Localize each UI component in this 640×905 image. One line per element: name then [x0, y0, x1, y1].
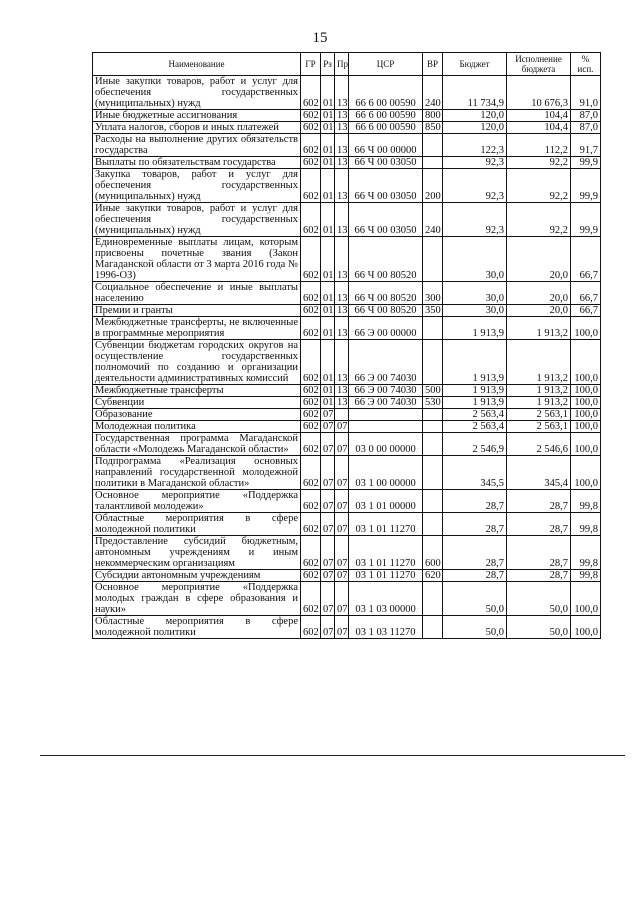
row-budget: 30,0 [443, 237, 507, 282]
row-percent: 87,0 [571, 110, 601, 122]
row-vr [423, 157, 443, 169]
row-gr: 602 [301, 305, 321, 317]
row-name: Социальное обеспечение и иные выплаты населению [93, 282, 301, 305]
row-execution: 2 546,6 [507, 433, 571, 456]
row-budget: 345,5 [443, 456, 507, 490]
row-percent: 100,0 [571, 409, 601, 421]
row-vr [423, 513, 443, 536]
table-row [93, 237, 601, 282]
row-pr [335, 409, 349, 421]
row-vr [423, 237, 443, 282]
table-row [93, 282, 601, 305]
row-percent: 91,7 [571, 134, 601, 157]
row-gr: 602 [301, 409, 321, 421]
row-rz: 01 [321, 76, 335, 110]
row-rz: 07 [321, 513, 335, 536]
row-percent: 91,0 [571, 76, 601, 110]
row-csr: 66 Ч 00 03050 [349, 157, 423, 169]
row-execution: 20,0 [507, 237, 571, 282]
row-rz: 07 [321, 433, 335, 456]
row-gr: 602 [301, 76, 321, 110]
row-pr: 07 [335, 582, 349, 616]
row-pr: 13 [335, 340, 349, 385]
footer-divider [40, 755, 625, 756]
row-gr: 602 [301, 134, 321, 157]
row-execution: 104,4 [507, 122, 571, 134]
table-row [93, 122, 601, 134]
row-csr [349, 421, 423, 433]
row-vr: 350 [423, 305, 443, 317]
row-percent: 100,0 [571, 340, 601, 385]
row-pr: 13 [335, 385, 349, 397]
row-percent: 99,8 [571, 570, 601, 582]
row-csr: 66 Э 00 74030 [349, 397, 423, 409]
row-gr: 602 [301, 456, 321, 490]
row-vr [423, 582, 443, 616]
row-vr: 300 [423, 282, 443, 305]
row-csr: 66 6 00 00590 [349, 122, 423, 134]
row-name: Расходы на выполнение других обязательств государства [93, 134, 301, 157]
budget-table [92, 52, 601, 639]
row-budget: 92,3 [443, 169, 507, 203]
row-gr: 602 [301, 513, 321, 536]
row-vr: 530 [423, 397, 443, 409]
row-execution: 20,0 [507, 282, 571, 305]
row-rz: 07 [321, 570, 335, 582]
row-vr: 240 [423, 203, 443, 237]
row-execution: 2 563,1 [507, 421, 571, 433]
row-execution: 28,7 [507, 570, 571, 582]
row-vr [423, 134, 443, 157]
table-row [93, 616, 601, 639]
row-csr: 66 Ч 00 80520 [349, 282, 423, 305]
row-budget: 30,0 [443, 305, 507, 317]
row-execution: 104,4 [507, 110, 571, 122]
row-name: Основное мероприятие «Поддержка молодых граждан в сфере образования и науки» [93, 582, 301, 616]
row-name: Иные закупки товаров, работ и услуг для обеспечения государственных (муниципальных) нужд [93, 203, 301, 237]
row-vr: 850 [423, 122, 443, 134]
row-name: Образование [93, 409, 301, 421]
row-gr: 602 [301, 317, 321, 340]
table-row [93, 421, 601, 433]
row-rz: 07 [321, 582, 335, 616]
table-row [93, 110, 601, 122]
row-percent: 99,8 [571, 490, 601, 513]
table-row [93, 157, 601, 169]
row-gr: 602 [301, 490, 321, 513]
header-percent: % исп. [571, 53, 601, 76]
row-budget: 28,7 [443, 536, 507, 570]
row-budget: 1 913,9 [443, 385, 507, 397]
row-execution: 10 676,3 [507, 76, 571, 110]
row-vr: 200 [423, 169, 443, 203]
row-gr: 602 [301, 340, 321, 385]
row-budget: 50,0 [443, 582, 507, 616]
header-pr: Пр [335, 53, 349, 76]
row-pr: 13 [335, 134, 349, 157]
row-percent: 100,0 [571, 433, 601, 456]
header-execution: Исполнение бюджета [507, 53, 571, 76]
row-csr: 66 Э 00 00000 [349, 317, 423, 340]
row-budget: 92,3 [443, 157, 507, 169]
row-csr: 66 Ч 00 80520 [349, 237, 423, 282]
row-gr: 602 [301, 397, 321, 409]
row-execution: 1 913,2 [507, 385, 571, 397]
row-vr [423, 433, 443, 456]
row-csr: 66 Ч 00 03050 [349, 169, 423, 203]
row-percent: 100,0 [571, 317, 601, 340]
table-row [93, 570, 601, 582]
row-name: Субвенции бюджетам городских округов на осуществление государственных полномочий по созданию и организации деятельности административных комиссий [93, 340, 301, 385]
row-percent: 100,0 [571, 582, 601, 616]
row-execution: 112,2 [507, 134, 571, 157]
table-row [93, 169, 601, 203]
row-name: Субсидии автономным учреждениям [93, 570, 301, 582]
row-budget: 120,0 [443, 122, 507, 134]
row-rz: 01 [321, 157, 335, 169]
row-pr: 13 [335, 169, 349, 203]
row-name: Единовременные выплаты лицам, которым присвоены почетные звания (Закон Магаданской области от 3 марта 2016 года № 1996-ОЗ) [93, 237, 301, 282]
row-name: Областные мероприятия в сфере молодежной политики [93, 513, 301, 536]
row-pr: 13 [335, 282, 349, 305]
row-name: Премии и гранты [93, 305, 301, 317]
table-row [93, 536, 601, 570]
row-vr: 620 [423, 570, 443, 582]
row-percent: 99,9 [571, 157, 601, 169]
row-percent: 100,0 [571, 421, 601, 433]
row-vr [423, 490, 443, 513]
row-name: Предоставление субсидий бюджетным, автономным учреждениям и иным некоммерческим организациям [93, 536, 301, 570]
row-vr [423, 616, 443, 639]
row-gr: 602 [301, 433, 321, 456]
row-csr: 66 Э 00 74030 [349, 340, 423, 385]
row-vr: 800 [423, 110, 443, 122]
row-gr: 602 [301, 203, 321, 237]
row-percent: 99,9 [571, 169, 601, 203]
row-vr [423, 456, 443, 490]
table-row [93, 340, 601, 385]
row-pr: 07 [335, 570, 349, 582]
row-percent: 99,8 [571, 513, 601, 536]
row-execution: 28,7 [507, 490, 571, 513]
row-pr: 13 [335, 157, 349, 169]
row-budget: 1 913,9 [443, 317, 507, 340]
row-rz: 01 [321, 397, 335, 409]
row-pr: 07 [335, 490, 349, 513]
row-execution: 50,0 [507, 616, 571, 639]
row-execution: 28,7 [507, 513, 571, 536]
row-rz: 01 [321, 203, 335, 237]
row-name: Межбюджетные трансферты, не включенные в программные мероприятия [93, 317, 301, 340]
row-pr: 07 [335, 536, 349, 570]
row-rz: 01 [321, 317, 335, 340]
row-budget: 28,7 [443, 570, 507, 582]
row-gr: 602 [301, 616, 321, 639]
table-header-row [93, 53, 601, 76]
row-vr [423, 340, 443, 385]
header-csr: ЦСР [349, 53, 423, 76]
row-csr: 66 6 00 00590 [349, 110, 423, 122]
row-budget: 28,7 [443, 490, 507, 513]
row-rz: 01 [321, 237, 335, 282]
row-execution: 1 913,2 [507, 340, 571, 385]
row-execution: 20,0 [507, 305, 571, 317]
row-budget: 122,3 [443, 134, 507, 157]
row-csr [349, 409, 423, 421]
row-vr: 500 [423, 385, 443, 397]
row-rz: 01 [321, 305, 335, 317]
row-csr: 03 1 01 11270 [349, 570, 423, 582]
row-gr: 602 [301, 122, 321, 134]
row-rz: 07 [321, 409, 335, 421]
row-name: Уплата налогов, сборов и иных платежей [93, 122, 301, 134]
table-row [93, 513, 601, 536]
row-execution: 345,4 [507, 456, 571, 490]
row-pr: 07 [335, 421, 349, 433]
table-row [93, 490, 601, 513]
row-budget: 28,7 [443, 513, 507, 536]
table-row [93, 582, 601, 616]
row-percent: 100,0 [571, 616, 601, 639]
row-name: Межбюджетные трансферты [93, 385, 301, 397]
header-gr: ГР [301, 53, 321, 76]
row-csr: 66 6 00 00590 [349, 76, 423, 110]
row-rz: 07 [321, 421, 335, 433]
row-csr: 03 1 01 11270 [349, 513, 423, 536]
header-rz: Рз [321, 53, 335, 76]
row-execution: 1 913,2 [507, 317, 571, 340]
row-budget: 2 546,9 [443, 433, 507, 456]
row-rz: 01 [321, 134, 335, 157]
row-vr: 600 [423, 536, 443, 570]
row-vr [423, 317, 443, 340]
row-pr: 07 [335, 456, 349, 490]
row-name: Закупка товаров, работ и услуг для обеспечения государственных (муниципальных) нужд [93, 169, 301, 203]
row-rz: 01 [321, 169, 335, 203]
row-vr: 240 [423, 76, 443, 110]
row-name: Субвенции [93, 397, 301, 409]
row-pr: 13 [335, 237, 349, 282]
row-rz: 07 [321, 456, 335, 490]
row-rz: 07 [321, 490, 335, 513]
row-percent: 66,7 [571, 282, 601, 305]
row-gr: 602 [301, 237, 321, 282]
table-row [93, 433, 601, 456]
row-csr: 66 Ч 00 80520 [349, 305, 423, 317]
row-percent: 87,0 [571, 122, 601, 134]
row-execution: 92,2 [507, 169, 571, 203]
row-budget: 2 563,4 [443, 421, 507, 433]
row-name: Выплаты по обязательствам государства [93, 157, 301, 169]
row-csr: 66 Ч 00 03050 [349, 203, 423, 237]
row-gr: 602 [301, 536, 321, 570]
row-vr [423, 421, 443, 433]
row-gr: 602 [301, 570, 321, 582]
row-percent: 100,0 [571, 397, 601, 409]
row-rz: 01 [321, 282, 335, 305]
row-execution: 92,2 [507, 203, 571, 237]
row-name: Подпрограмма «Реализация основных направлений государственной молодежной политики в Магаданской области» [93, 456, 301, 490]
row-rz: 01 [321, 385, 335, 397]
row-csr: 03 1 03 00000 [349, 582, 423, 616]
table-row [93, 317, 601, 340]
row-percent: 100,0 [571, 385, 601, 397]
row-gr: 602 [301, 110, 321, 122]
row-execution: 28,7 [507, 536, 571, 570]
row-execution: 2 563,1 [507, 409, 571, 421]
row-csr: 66 Ч 00 00000 [349, 134, 423, 157]
table-row [93, 385, 601, 397]
row-budget: 50,0 [443, 616, 507, 639]
table-row [93, 397, 601, 409]
row-name: Иные закупки товаров, работ и услуг для обеспечения государственных (муниципальных) нужд [93, 76, 301, 110]
row-gr: 602 [301, 282, 321, 305]
row-budget: 30,0 [443, 282, 507, 305]
table-row [93, 134, 601, 157]
header-name: Наименование [93, 53, 301, 76]
row-percent: 100,0 [571, 456, 601, 490]
row-execution: 50,0 [507, 582, 571, 616]
table-row [93, 409, 601, 421]
row-csr: 03 0 00 00000 [349, 433, 423, 456]
row-budget: 2 563,4 [443, 409, 507, 421]
row-gr: 602 [301, 157, 321, 169]
row-name: Иные бюджетные ассигнования [93, 110, 301, 122]
row-execution: 1 913,2 [507, 397, 571, 409]
row-percent: 99,8 [571, 536, 601, 570]
row-pr: 13 [335, 397, 349, 409]
row-pr: 13 [335, 203, 349, 237]
row-rz: 01 [321, 110, 335, 122]
table-row [93, 305, 601, 317]
row-budget: 11 734,9 [443, 76, 507, 110]
row-name: Областные мероприятия в сфере молодежной политики [93, 616, 301, 639]
row-rz: 01 [321, 340, 335, 385]
row-gr: 602 [301, 169, 321, 203]
table-row [93, 456, 601, 490]
row-name: Основное мероприятие «Поддержка талантливой молодежи» [93, 490, 301, 513]
table-row [93, 203, 601, 237]
header-vr: ВР [423, 53, 443, 76]
row-name: Государственная программа Магаданской области «Молодежь Магаданской области» [93, 433, 301, 456]
row-pr: 13 [335, 317, 349, 340]
row-execution: 92,2 [507, 157, 571, 169]
row-budget: 1 913,9 [443, 340, 507, 385]
row-pr: 07 [335, 513, 349, 536]
row-csr: 03 1 03 11270 [349, 616, 423, 639]
row-gr: 602 [301, 421, 321, 433]
row-budget: 1 913,9 [443, 397, 507, 409]
row-budget: 120,0 [443, 110, 507, 122]
row-pr: 13 [335, 122, 349, 134]
header-budget: Бюджет [443, 53, 507, 76]
row-name: Молодежная политика [93, 421, 301, 433]
row-rz: 01 [321, 122, 335, 134]
row-rz: 07 [321, 616, 335, 639]
row-csr: 66 Э 00 74030 [349, 385, 423, 397]
page-number: 15 [312, 30, 328, 46]
row-gr: 602 [301, 582, 321, 616]
row-percent: 66,7 [571, 237, 601, 282]
row-pr: 13 [335, 305, 349, 317]
row-pr: 07 [335, 433, 349, 456]
row-budget: 92,3 [443, 203, 507, 237]
row-percent: 99,9 [571, 203, 601, 237]
row-pr: 13 [335, 110, 349, 122]
row-pr: 07 [335, 616, 349, 639]
row-gr: 602 [301, 385, 321, 397]
row-csr: 03 1 01 00000 [349, 490, 423, 513]
row-pr: 13 [335, 76, 349, 110]
row-vr [423, 409, 443, 421]
row-rz: 07 [321, 536, 335, 570]
row-percent: 66,7 [571, 305, 601, 317]
row-csr: 03 1 00 00000 [349, 456, 423, 490]
table-row [93, 76, 601, 110]
row-csr: 03 1 01 11270 [349, 536, 423, 570]
